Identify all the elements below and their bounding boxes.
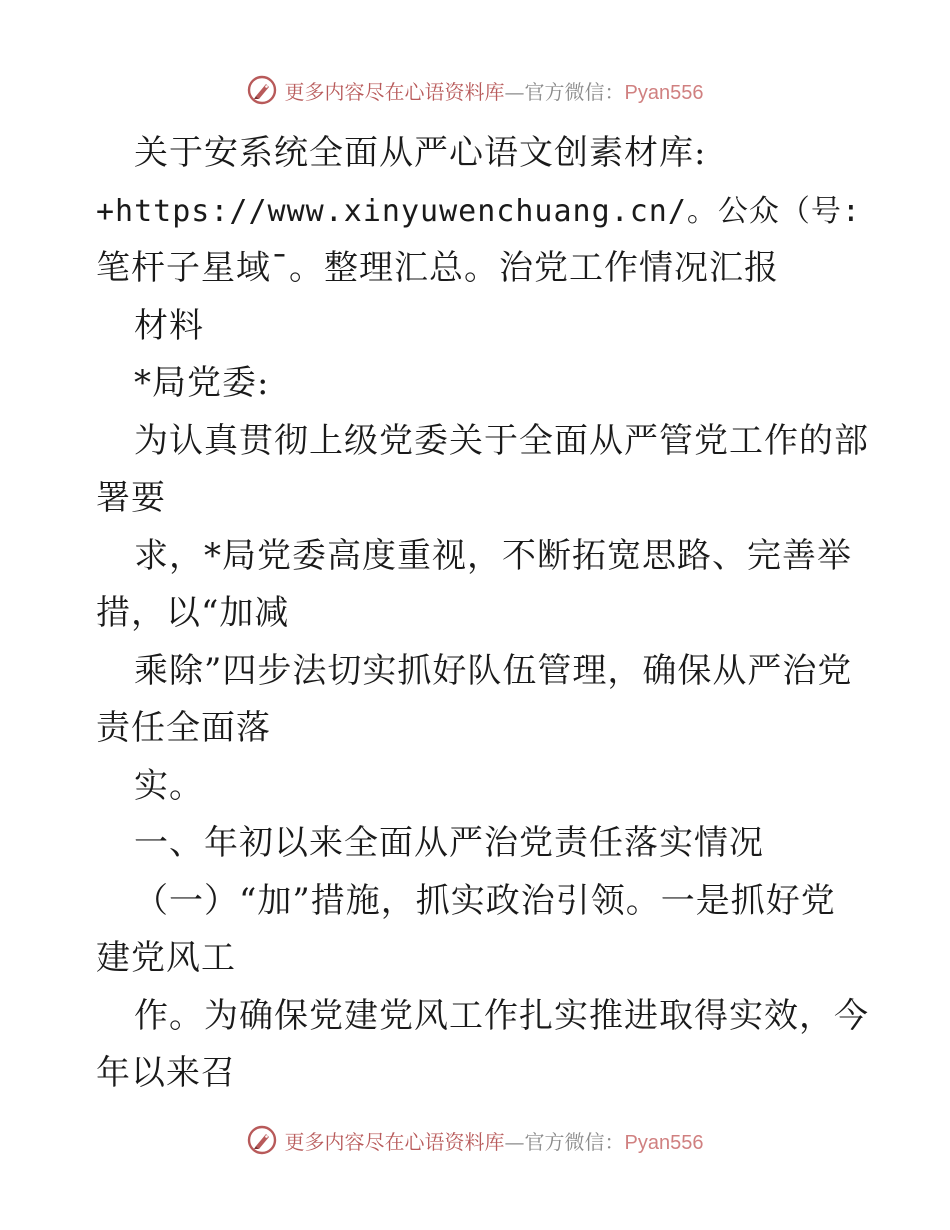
watermark-handle: Pyan556 [624,1131,704,1154]
text-line: 实。 [134,765,204,806]
pen-nib-logo-icon [247,1125,277,1155]
watermark-separator: — [504,1129,525,1154]
text-line: 年以来召 [96,1053,236,1093]
watermark-handle: Pyan556 [624,81,704,104]
text-line: *局党委: [134,363,270,403]
text-line: 笔杆子星域¯。整理汇总。治党工作情况汇报 [96,248,779,288]
watermark-text [285,76,704,105]
section-heading: 一、年初以来全面从严治党责任落实情况 [134,823,764,863]
watermark-wechat-label: 官方微信： [524,1129,625,1154]
watermark-text [285,1126,704,1155]
text-line: 责任全面落 [96,708,271,748]
watermark-brand: 更多内容尽在心语资料库 [284,1129,505,1154]
text-line: 求，*局党委高度重视，不断拓宽思路、完善举 [134,535,852,576]
text-line: 署要 [96,478,166,518]
document-body [96,125,876,1103]
text-line: 作。为确保党建党风工作扎实推进取得实效，今 [134,995,869,1036]
footer-watermark [0,1120,950,1160]
text-line: 关于安系统全面从严心语文创素材库: [134,133,707,173]
header-watermark [0,70,950,110]
text-line: （一）“加”措施，抓实政治引领。一是抓好党 [134,880,836,921]
watermark-brand: 更多内容尽在心语资料库 [284,79,505,104]
text-line: 建党风工 [96,938,236,978]
watermark-separator: — [504,79,525,104]
text-line: +https://www.xinyuwenchuang.cn/。公众（号: [96,193,861,229]
text-line: 为认真贯彻上级党委关于全面从严管党工作的部 [134,420,869,461]
text-line: 材料 [134,305,204,346]
pen-nib-logo-icon [247,75,277,105]
text-line: 措，以“加减 [96,593,290,633]
watermark-wechat-label: 官方微信： [524,79,625,104]
text-line: 乘除”四步法切实抓好队伍管理，确保从严治党 [134,650,853,691]
